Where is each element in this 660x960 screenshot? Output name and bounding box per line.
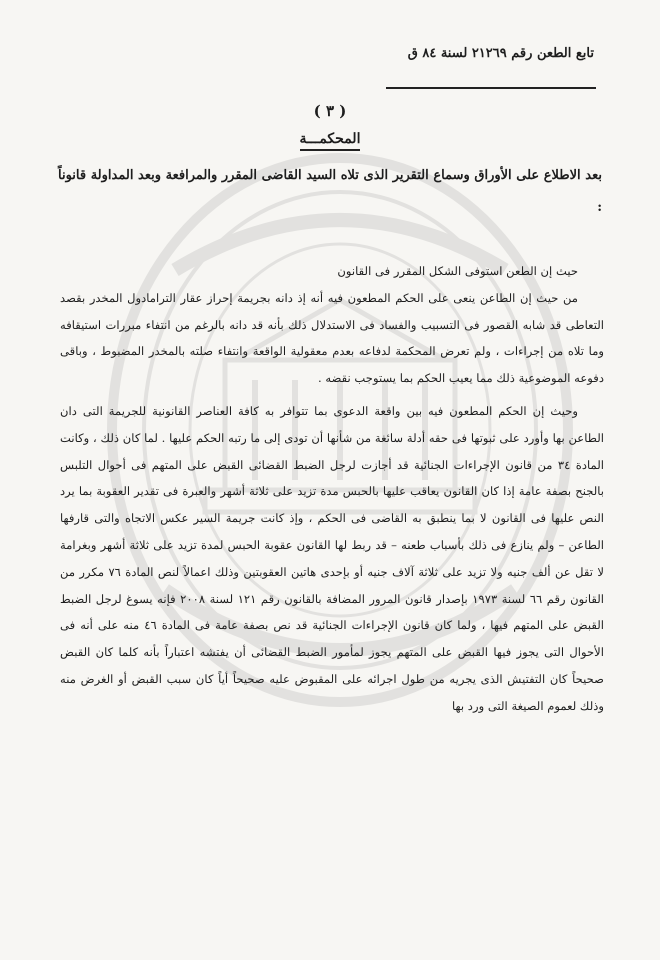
paragraph-form: حيث إن الطعن استوفى الشكل المقرر فى القانون (337, 264, 578, 278)
court-title-text: المحكمـــة (300, 131, 361, 151)
paragraph-reasoning: وحيث إن الحكم المطعون فيه بين واقعة الدعوى بما تتوافر به كافة العناصر القانونية للجريمة التى دان الطاعن بها وأورد على ثبوتها فى حقه أدلة سائغة من شأنها أن تودى إلى ما رتبه الحكم عليها . لما كان ذلك ، وكانت المادة ٣٤ من قانون الإجراءات الجنائية قد أجازت لرجل الضبط القضائى القبض على المتهم فى أحوال التلبس بالجنح بصفة عامة إذا كان القانون يعاقب عليها بالحبس مدة تزيد على ثلاثة أشهر والعبرة فى تقدير العقوبة بما يرد النص عليها فى القانون لا بما ينطبق به القاضى فى الحكم ، وإذ كانت جريمة السير عكس الاتجاه والتى قارفها الطاعن – ولم ينازع فى ذلك بأسباب طعنه – قد ربط لها القانون عقوبة الحبس لمدة تزيد على ثلاثة أشهر وبغرامة لا تقل عن ألف جنيه ولا تزيد على ثلاثة آلاف جنيه أو بإحدى هاتين العقوبتين وذلك اعمالاً لنص المادة ٧٦ مكرر من القانون رقم ٦٦ لسنة ١٩٧٣ بإصدار قانون المرور المضافة بالقانون رقم ١٢١ لسنة ٢٠٠٨ فإنه يسوغ لرجل الضبط القبض على المتهم فيها ، ولما كان قانون الإجراءات الجنائية قد نص بصفة عامة فى المادة ٤٦ منه على أنه فى الأحوال التى يجوز فيها القبض على المتهم يجوز لمأمور الضبط القضائى أن يفتشه اعتباراً بأنه كلما كان القبض صحيحاً كان التفتيش الذى يجريه من طول اجرائه على المقبوض عليه صحيحاً أياً كان سبب القبض أو الغرض منه وذلك لعموم الصيغة التى ورد بها (60, 403, 605, 713)
paragraph-appeal-grounds: من حيث إن الطاعن ينعى على الحكم المطعون فيه أنه إذ دانه بجريمة إحراز عقار الترامادول المخدر بقصد التعاطى قد شابه القصور فى التسبيب والفساد فى الاستدلال ذلك بأنه قد دانه بالرغم من انتفاء مبررات استيقافه وما تلاه من إجراءات ، ولم تعرض المحكمة لدفاعه بعدم معقولية الواقعة وانتفاء صلته بالمخدر المضبوط ، وباقى دفوعه الموضوعية ذلك مما يعيب الحكم بما يستوجب نقضه . (60, 290, 604, 386)
intro-paragraph: بعد الاطلاع على الأوراق وسماع التقرير الذى تلاه السيد القاضى المقرر والمرافعة وبعد المداولة قانوناً : (58, 168, 602, 215)
court-title (0, 131, 660, 147)
case-header: تابع الطعن رقم ٢١٢٦٩ لسنة ٨٤ ق (407, 46, 594, 61)
page-number: ( ٣ ) (313, 102, 347, 120)
ruling-body (60, 258, 604, 720)
header-underline (386, 87, 596, 89)
